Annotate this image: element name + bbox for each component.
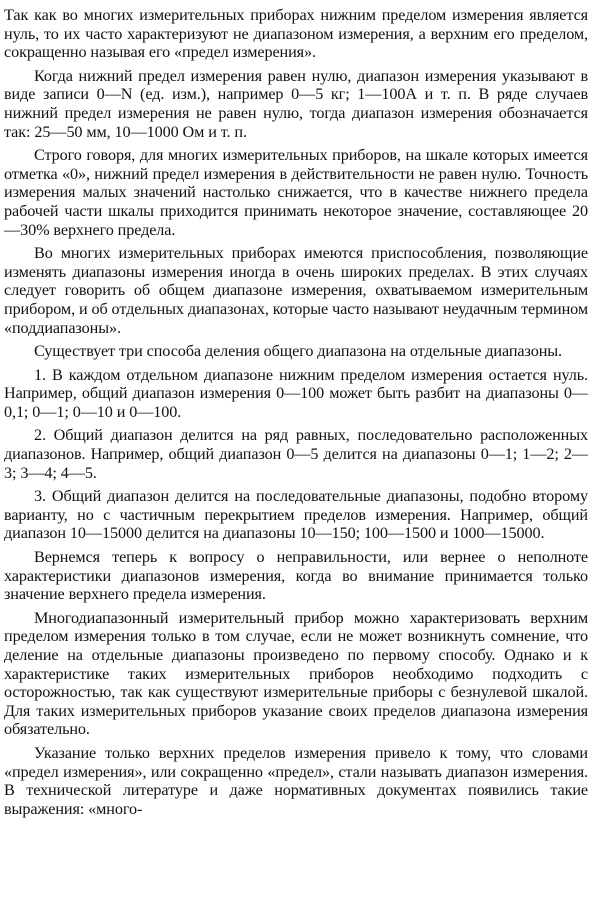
paragraph-3: Строго говоря, для многих измерительных приборов, на шкале которых имеется отметка «0», нижний предел измерения в действительности не равен нулю. Точность измерения малых значений настолько снижается, что в качестве нижнего предела рабочей части шкалы приходится принимать некоторое значение, составляющее 20—30% верхнего предела. <box>4 146 588 239</box>
paragraph-7: 2. Общий диапазон делится на ряд равных, последовательно расположенных диапазонов. Например, общий диапазон 0—5 делится на диапазоны 0—1; 1—2; 2—3; 3—4; 4—5. <box>4 426 588 482</box>
paragraph-11: Указание только верхних пределов измерения привело к тому, что словами «предел измерения», или сокращенно «предел», стали называть диапазон измерения. В технической литературе и даже нормативных документах появились такие выражения: «много- <box>4 743 588 818</box>
paragraph-1: Так как во многих измерительных приборах нижним пределом измерения является нуль, то их часто характеризуют не диапазоном измерения, а верхним его пределом, сокращенно называя его «предел измерения». <box>4 6 588 62</box>
paragraph-9: Вернемся теперь к вопросу о неправильности, или вернее о неполноте характеристики диапазонов измерения, когда во внимание принимается только значение верхнего предела измерения. <box>4 548 588 604</box>
paragraph-2: Когда нижний предел измерения равен нулю, диапазон измерения указывают в виде записи 0—N (ед. изм.), например 0—5 кг; 1—100А и т. п. В ряде случаев нижний предел измерения не равен нулю, тогда диапазон измерения обозначается так: 25—50 мм, 10—1000 Ом и т. п. <box>4 66 588 141</box>
paragraph-8: 3. Общий диапазон делится на последовательные диапазоны, подобно второму варианту, но с частичным перекрытием пределов измерения. Например, общий диапазон 10—15000 делится на диапазоны 10—150; 100—1500 и 1000—15000. <box>4 487 588 543</box>
paragraph-10: Многодиапазонный измерительный прибор можно характеризовать верхним пределом измерения только в том случае, если не может возникнуть сомнение, что деление на отдельные диапазоны произведено по первому способу. Однако и к характеристике таких измерительных приборов необходимо подходить с осторожностью, так как существуют измерительные приборы с безнулевой шкалой. Для таких измерительных приборов указание своих пределов диапазона измерения обязательно. <box>4 608 588 739</box>
paragraph-4: Во многих измерительных приборах имеются приспособления, позволяющие изменять диапазоны измерения иногда в очень широких пределах. В этих случаях следует говорить об общем диапазоне измерения, охватываемом измерительным прибором, и об отдельных диапазонах, которые часто называют неудачным термином «поддиапазоны». <box>4 244 588 337</box>
paragraph-6: 1. В каждом отдельном диапазоне нижним пределом измерения остается нуль. Например, общий диапазон измерения 0—100 может быть разбит на диапазоны 0—0,1; 0—1; 0—10 и 0—100. <box>4 365 588 421</box>
paragraph-5: Существует три способа деления общего диапазона на отдельные диапазоны. <box>34 342 562 361</box>
